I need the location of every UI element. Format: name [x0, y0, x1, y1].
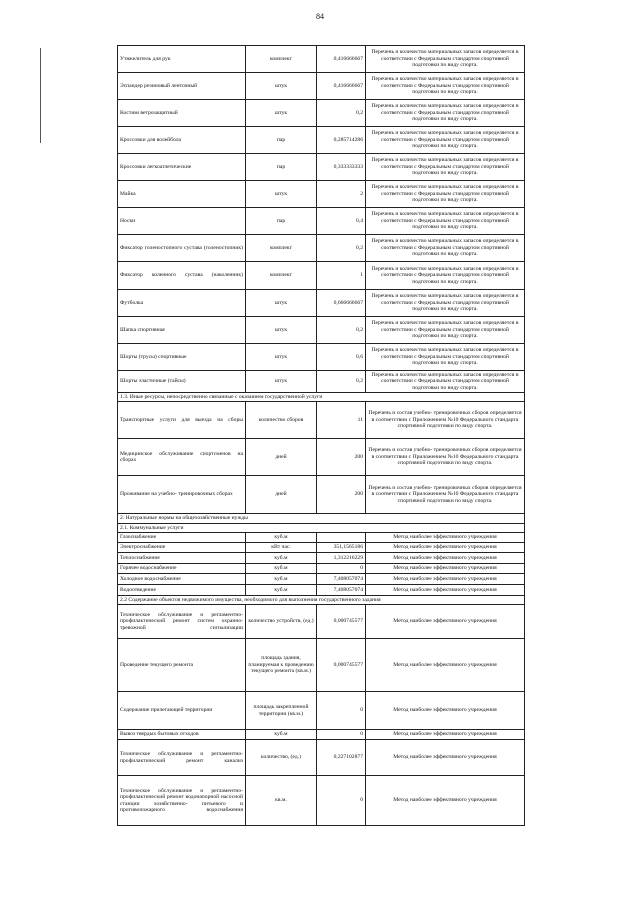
item-value: 0,416666667	[317, 46, 366, 73]
item-name: Шорты (трусы) спортивные	[118, 344, 246, 371]
item-name: Проживание на учебно- тренировочных сборах	[118, 476, 246, 514]
item-name: Электроснабжение	[118, 543, 246, 553]
item-basis: Перечень и состав учебно- тренировочных сборов определяется в соответствии с Приложением №10 Федерального стандарта спортивной подготовки по виду спорта.	[366, 476, 525, 514]
item-value: 0,666666667	[317, 290, 366, 317]
item-name: Костюм ветрозащитный	[118, 100, 246, 127]
section-heading: 2. Натуральные нормы на общехозяйственные нужды	[118, 514, 525, 524]
utility-row	[118, 574, 525, 585]
item-value: 0	[317, 564, 366, 574]
item-basis: Перечень и состав учебно- тренировочных сборов определяется в соответствии с Приложением №10 Федерального стандарта спортивной подготовки по виду спорта.	[366, 439, 525, 476]
item-unit: куб.м	[246, 553, 317, 564]
material-row	[118, 46, 525, 73]
item-unit: комплект	[246, 235, 317, 262]
utility-row	[118, 533, 525, 543]
item-basis: Метод наиболее эффективного учреждения	[366, 740, 525, 776]
property-row	[118, 639, 525, 692]
item-name: Фиксатор голеностопного сустава (голеностопник)	[118, 235, 246, 262]
item-value: 0	[317, 692, 366, 730]
page-number: 84	[316, 12, 324, 21]
section-row	[118, 596, 525, 605]
item-name: Шапка спортивная	[118, 317, 246, 344]
item-unit: кв.м.	[246, 776, 317, 826]
item-unit: кВт час.	[246, 543, 317, 553]
item-basis: Метод наиболее эффективного учреждения	[366, 605, 525, 639]
item-basis: Перечень и количество материальных запасов определяется в соответствии с Федеральным стандартом спортивной подготовки по виду спорта.	[366, 371, 525, 393]
item-basis: Перечень и количество материальных запасов определяется в соответствии с Федеральным стандартом спортивной подготовки по виду спорта.	[366, 100, 525, 127]
item-value: 2	[317, 181, 366, 208]
property-row	[118, 605, 525, 639]
item-basis: Перечень и количество материальных запасов определяется в соответствии с Федеральным стандартом спортивной подготовки по виду спорта.	[366, 46, 525, 73]
item-name: Газоснабжение	[118, 533, 246, 543]
item-name: Вывоз твердых бытовых отходов	[118, 730, 246, 740]
material-row	[118, 127, 525, 154]
item-basis: Метод наиболее эффективного учреждения	[366, 730, 525, 740]
section-row	[118, 514, 525, 524]
item-value: 0,333333333	[317, 154, 366, 181]
item-name: Футболка	[118, 290, 246, 317]
item-name: Техническое обслуживание и регламентно- профилактический ремонт канализ	[118, 740, 246, 776]
item-value: 0,2	[317, 235, 366, 262]
item-name: Теплоснабжение	[118, 553, 246, 564]
item-name: Водоотведение	[118, 585, 246, 596]
item-basis: Метод наиболее эффективного учреждения	[366, 639, 525, 692]
utility-row	[118, 553, 525, 564]
item-name: Горячее водоснабжение	[118, 564, 246, 574]
item-unit: куб.м	[246, 574, 317, 585]
item-name: Кроссовки для волейбола	[118, 127, 246, 154]
material-row	[118, 317, 525, 344]
item-value: 0,227102877	[317, 740, 366, 776]
item-value: 0,000745577	[317, 639, 366, 692]
item-unit: пар	[246, 127, 317, 154]
resource-row	[118, 439, 525, 476]
item-unit: площадь здания, планируемая к проведению текущего ремонта (кв.м.)	[246, 639, 317, 692]
item-basis: Перечень и количество материальных запасов определяется в соответствии с Федеральным стандартом спортивной подготовки по виду спорта.	[366, 262, 525, 290]
material-row	[118, 181, 525, 208]
item-basis: Перечень и количество материальных запасов определяется в соответствии с Федеральным стандартом спортивной подготовки по виду спорта.	[366, 127, 525, 154]
section-row	[118, 393, 525, 402]
item-name: Холодное водоснабжение	[118, 574, 246, 585]
item-unit: куб.м	[246, 585, 317, 596]
scan-margin-line	[40, 48, 41, 143]
item-name: Носки	[118, 208, 246, 235]
item-value: 1,312216229	[317, 553, 366, 564]
item-basis: Перечень и количество материальных запасов определяется в соответствии с Федеральным стандартом спортивной подготовки по виду спорта.	[366, 181, 525, 208]
item-name: Медицинское обслуживание спортсменов на сборах	[118, 439, 246, 476]
item-basis: Метод наиболее эффективного учреждения	[366, 543, 525, 553]
item-unit: дней	[246, 439, 317, 476]
item-unit: количество, (ед.)	[246, 740, 317, 776]
item-name: Утяжелитель для рук	[118, 46, 246, 73]
material-row	[118, 371, 525, 393]
item-unit: штук	[246, 344, 317, 371]
item-unit: дней	[246, 476, 317, 514]
utility-row	[118, 585, 525, 596]
item-unit: куб.м	[246, 730, 317, 740]
utility-row	[118, 564, 525, 574]
property-row	[118, 692, 525, 730]
item-unit: пар	[246, 208, 317, 235]
item-unit: комплект	[246, 262, 317, 290]
item-basis: Перечень и количество материальных запасов определяется в соответствии с Федеральным стандартом спортивной подготовки по виду спорта.	[366, 73, 525, 100]
item-name: Кроссовки легкоатлетические	[118, 154, 246, 181]
item-value: 0,6	[317, 344, 366, 371]
item-unit: пар	[246, 154, 317, 181]
utility-row	[118, 543, 525, 553]
item-unit: количество устройств, (ед.)	[246, 605, 317, 639]
item-unit: куб.м	[246, 564, 317, 574]
item-name: Техническое обслуживание и регламентно- профилактический ремонт систем охранно- тревожной сигнализации	[118, 605, 246, 639]
item-basis: Перечень и количество материальных запасов определяется в соответствии с Федеральным стандартом спортивной подготовки по виду спорта.	[366, 290, 525, 317]
item-unit: штук	[246, 317, 317, 344]
item-value: 0,2	[317, 317, 366, 344]
item-basis: Метод наиболее эффективного учреждения	[366, 533, 525, 543]
resource-row	[118, 476, 525, 514]
material-row	[118, 344, 525, 371]
item-name: Проведение текущего ремонта	[118, 639, 246, 692]
item-value: 0,285714286	[317, 127, 366, 154]
item-value: 200	[317, 476, 366, 514]
item-basis: Метод наиболее эффективного учреждения	[366, 553, 525, 564]
material-row	[118, 262, 525, 290]
item-basis: Метод наиболее эффективного учреждения	[366, 574, 525, 585]
item-name: Шорты эластичные (тайсы)	[118, 371, 246, 393]
item-basis: Метод наиболее эффективного учреждения	[366, 564, 525, 574]
item-value	[317, 533, 366, 543]
item-unit: штук	[246, 181, 317, 208]
item-unit: штук	[246, 73, 317, 100]
item-value: 0,2	[317, 371, 366, 393]
item-value: 0,4	[317, 208, 366, 235]
item-name: Техническое обслуживание и регламентно- профилактический ремонт водонапорной насосной станции хозяйственно- питьевого и противопожарного водоснабжения	[118, 776, 246, 826]
property-row	[118, 740, 525, 776]
item-value: 0,000745577	[317, 605, 366, 639]
item-basis: Метод наиболее эффективного учреждения	[366, 692, 525, 730]
property-row	[118, 730, 525, 740]
material-row	[118, 73, 525, 100]
item-unit: комплект	[246, 46, 317, 73]
material-row	[118, 235, 525, 262]
item-basis: Перечень и количество материальных запасов определяется в соответствии с Федеральным стандартом спортивной подготовки по виду спорта.	[366, 344, 525, 371]
item-basis: Перечень и количество материальных запасов определяется в соответствии с Федеральным стандартом спортивной подготовки по виду спорта.	[366, 317, 525, 344]
item-unit: штук	[246, 100, 317, 127]
item-unit: штук	[246, 290, 317, 317]
item-value: 11	[317, 402, 366, 439]
item-unit: штук	[246, 371, 317, 393]
material-row	[118, 154, 525, 181]
item-basis: Перечень и количество материальных запасов определяется в соответствии с Федеральным стандартом спортивной подготовки по виду спорта.	[366, 235, 525, 262]
item-value: 0,416666667	[317, 73, 366, 100]
section-row	[118, 524, 525, 533]
item-name: Транспортные услуги для выезда на сборы	[118, 402, 246, 439]
norms-table	[117, 45, 525, 826]
section-heading: 1.3. Иные ресурсы, непосредственно связанные с оказанием государственной услуги	[118, 393, 525, 402]
material-row	[118, 208, 525, 235]
section-heading: 2.1. Коммунальные услуги	[118, 524, 525, 533]
item-name: Майка	[118, 181, 246, 208]
item-basis: Метод наиболее эффективного учреждения	[366, 776, 525, 826]
item-unit: площадь закрепленной территории (кв.м.)	[246, 692, 317, 730]
item-basis: Перечень и количество материальных запасов определяется в соответствии с Федеральным стандартом спортивной подготовки по виду спорта.	[366, 154, 525, 181]
item-value: 351,1565186	[317, 543, 366, 553]
material-row	[118, 290, 525, 317]
item-value: 0	[317, 730, 366, 740]
item-name: Фиксатор коленного сустава (наколенник)	[118, 262, 246, 290]
item-value: 0,2	[317, 100, 366, 127]
item-basis: Перечень и состав учебно- тренировочных сборов определяется в соответствии с Приложением №10 Федерального стандарта спортивной подготовки по виду спорта.	[366, 402, 525, 439]
item-unit: куб.м	[246, 533, 317, 543]
item-value: 0	[317, 776, 366, 826]
resource-row	[118, 402, 525, 439]
section-heading: 2.2 Содержание объектов недвижимого имущества, необходимого для выполнения государственного задания	[118, 596, 525, 605]
property-row	[118, 776, 525, 826]
material-row	[118, 100, 525, 127]
item-name: Содержание прилегающей территории	[118, 692, 246, 730]
item-name: Эспандер резиновый ленточный	[118, 73, 246, 100]
item-value: 1	[317, 262, 366, 290]
item-value: 7,408057074	[317, 574, 366, 585]
item-value: 7,408057074	[317, 585, 366, 596]
item-unit: количество сборов	[246, 402, 317, 439]
item-basis: Метод наиболее эффективного учреждения	[366, 585, 525, 596]
item-basis: Перечень и количество материальных запасов определяется в соответствии с Федеральным стандартом спортивной подготовки по виду спорта.	[366, 208, 525, 235]
item-value: 200	[317, 439, 366, 476]
